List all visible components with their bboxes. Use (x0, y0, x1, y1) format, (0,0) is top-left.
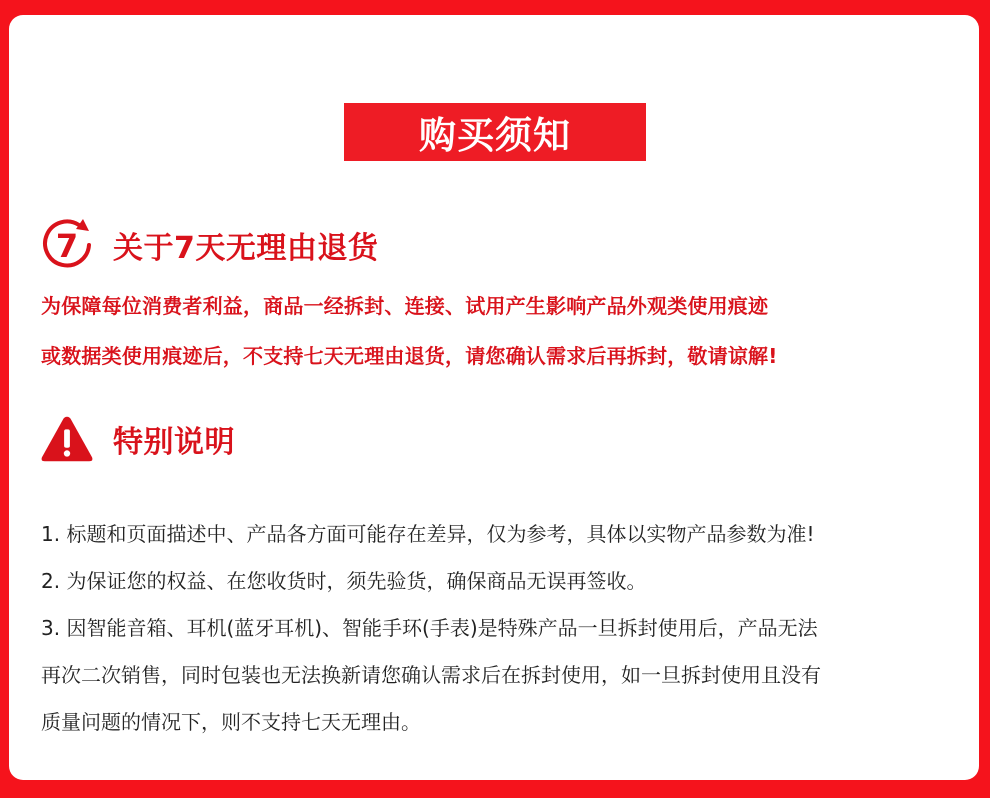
return-policy-title: 关于7天无理由退货 (113, 231, 379, 266)
special-notes-title: 特别说明 (113, 425, 235, 460)
special-notes-list (41, 511, 961, 746)
special-notes-heading (39, 411, 235, 467)
seven-day-digit: 7 (55, 227, 79, 265)
seven-day-return-icon (39, 217, 95, 273)
warning-icon (39, 411, 95, 467)
return-policy-line-2: 或数据类使用痕迹后，不支持七天无理由退货，请您确认需求后再拆封，敬请谅解! (41, 344, 778, 368)
list-item (41, 558, 961, 605)
list-item-line: 2. 为保证您的权益、在您收货时，须先验货，确保商品无误再签收。 (41, 569, 647, 593)
page-title: 购买须知 (344, 103, 646, 161)
notice-card (9, 15, 979, 780)
return-policy-line-1: 为保障每位消费者利益，商品一经拆封、连接、试用产生影响产品外观类使用痕迹 (41, 294, 769, 318)
list-item-line: 质量问题的情况下，则不支持七天无理由。 (41, 710, 421, 734)
return-policy-heading (39, 217, 378, 273)
list-item-line: 1. 标题和页面描述中、产品各方面可能存在差异，仅为参考，具体以实物产品参数为准! (41, 522, 815, 546)
list-item-line: 3. 因智能音箱、耳机(蓝牙耳机)、智能手环(手表)是特殊产品一旦拆封使用后，产品无法 (41, 616, 818, 640)
list-item (41, 511, 961, 558)
list-item (41, 605, 961, 746)
list-item-line: 再次二次销售，同时包装也无法换新请您确认需求后在拆封使用，如一旦拆封使用且没有 (41, 663, 821, 687)
